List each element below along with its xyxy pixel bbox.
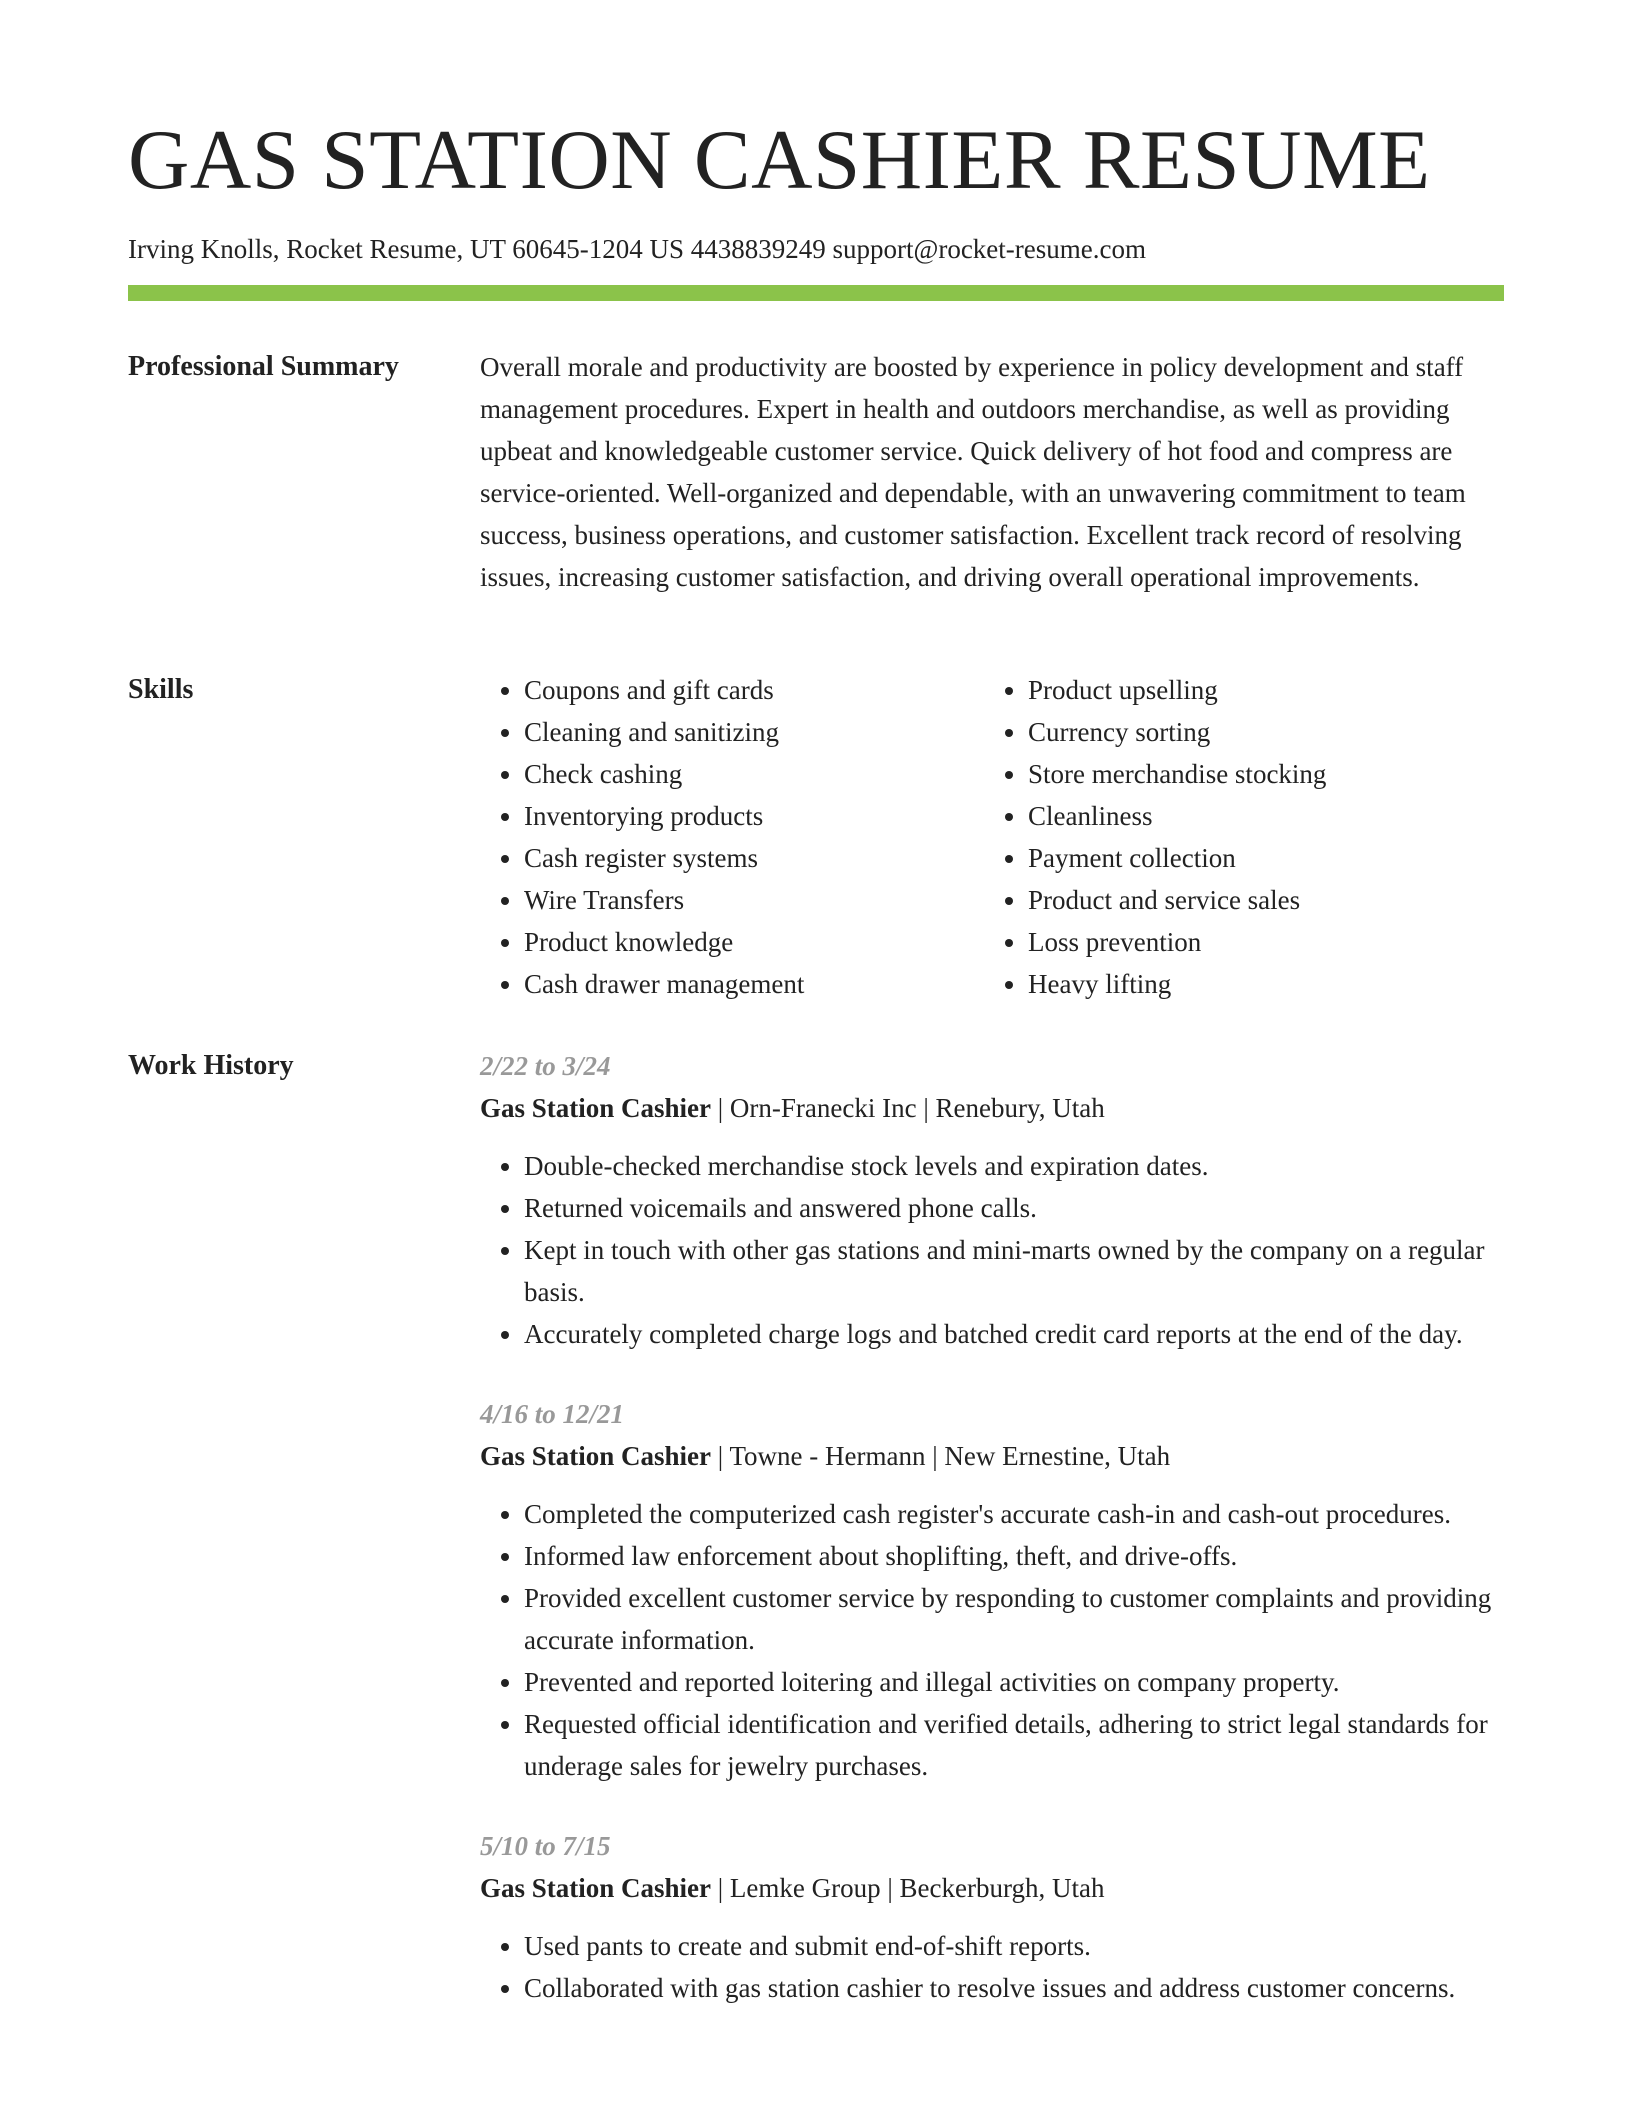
skill-item: • Cleanliness <box>1028 795 1488 837</box>
skill-item: • Wire Transfers <box>524 879 984 921</box>
job-bullet: • Double-checked merchandise stock levels and expiration dates. <box>524 1145 1504 1187</box>
job-bullet: • Completed the computerized cash register's accurate cash-in and cash-out procedures. <box>524 1493 1504 1535</box>
job-bullets <box>480 1493 1504 1787</box>
job-bullet: • Kept in touch with other gas stations and mini-marts owned by the company on a regular basis. <box>524 1229 1504 1313</box>
job-employer-location: | Orn-Franecki Inc | Renebury, Utah <box>711 1093 1105 1123</box>
work-history-label: Work History <box>128 1050 294 1081</box>
skill-item: • Currency sorting <box>1028 711 1488 753</box>
skill-item: • Cleaning and sanitizing <box>524 711 984 753</box>
skill-item: • Product upselling <box>1028 669 1488 711</box>
job-heading <box>480 1435 1504 1477</box>
summary-label: Professional Summary <box>128 351 399 382</box>
skill-item: • Payment collection <box>1028 837 1488 879</box>
contact-line: Irving Knolls, Rocket Resume, UT 60645-1204 US 4438839249 support@rocket-resume.com <box>128 234 1146 264</box>
skills-column-left <box>480 669 984 1005</box>
job-entry <box>480 1393 1504 1787</box>
job-bullet: • Informed law enforcement about shoplifting, theft, and drive-offs. <box>524 1535 1504 1577</box>
skill-item: • Cash register systems <box>524 837 984 879</box>
job-entry <box>480 1825 1504 2009</box>
job-employer-location: | Towne - Hermann | New Ernestine, Utah <box>711 1441 1171 1471</box>
skill-item: • Loss prevention <box>1028 921 1488 963</box>
job-entry <box>480 1045 1504 1355</box>
skill-item: • Coupons and gift cards <box>524 669 984 711</box>
skill-item: • Check cashing <box>524 753 984 795</box>
job-bullets <box>480 1145 1504 1355</box>
skill-item: • Product and service sales <box>1028 879 1488 921</box>
skills-column-right <box>984 669 1488 1005</box>
skill-item: • Heavy lifting <box>1028 963 1488 1005</box>
skills-label: Skills <box>128 674 194 705</box>
job-bullet: • Provided excellent customer service by responding to customer complaints and providing accurate information. <box>524 1577 1504 1661</box>
skill-item: • Inventorying products <box>524 795 984 837</box>
job-bullets <box>480 1925 1504 2009</box>
skill-item: • Store merchandise stocking <box>1028 753 1488 795</box>
job-bullet: • Requested official identification and verified details, adhering to strict legal standards for underage sales for jewelry purchases. <box>524 1703 1504 1787</box>
job-heading <box>480 1087 1504 1129</box>
skill-item: • Product knowledge <box>524 921 984 963</box>
job-bullet: • Prevented and reported loitering and illegal activities on company property. <box>524 1661 1504 1703</box>
job-heading <box>480 1867 1504 1909</box>
job-title: Gas Station Cashier <box>480 1093 712 1123</box>
summary-body <box>480 346 1504 598</box>
job-dates: 4/16 to 12/21 <box>480 1399 625 1429</box>
job-bullet: • Accurately completed charge logs and batched credit card reports at the end of the day. <box>524 1313 1504 1355</box>
job-bullet: • Used pants to create and submit end-of-shift reports. <box>524 1925 1504 1967</box>
job-bullet: • Collaborated with gas station cashier to resolve issues and address customer concerns. <box>524 1967 1504 2009</box>
job-title: Gas Station Cashier <box>480 1873 712 1903</box>
job-dates: 5/10 to 7/15 <box>480 1831 611 1861</box>
job-dates: 2/22 to 3/24 <box>480 1051 611 1081</box>
work-history-body <box>480 1045 1504 2047</box>
skills-body <box>480 669 1504 1005</box>
job-title: Gas Station Cashier <box>480 1441 712 1471</box>
job-bullet: • Returned voicemails and answered phone calls. <box>524 1187 1504 1229</box>
header-divider <box>128 285 1504 301</box>
summary-text: Overall morale and productivity are boosted by experience in policy development and staff management procedures. Expert in health and outdoors merchandise, as well as providing upbeat and knowledgeable customer service. Quick delivery of hot food and compress are service-oriented. Well-organized and dependable, with an unwavering commitment to team success, business operations, and customer satisfaction. Excellent track record of resolving issues, increasing customer satisfaction, and driving overall operational improvements. <box>480 352 1466 592</box>
job-employer-location: | Lemke Group | Beckerburgh, Utah <box>711 1873 1105 1903</box>
resume-title: GAS STATION CASHIER RESUME <box>128 113 1431 207</box>
skill-item: • Cash drawer management <box>524 963 984 1005</box>
